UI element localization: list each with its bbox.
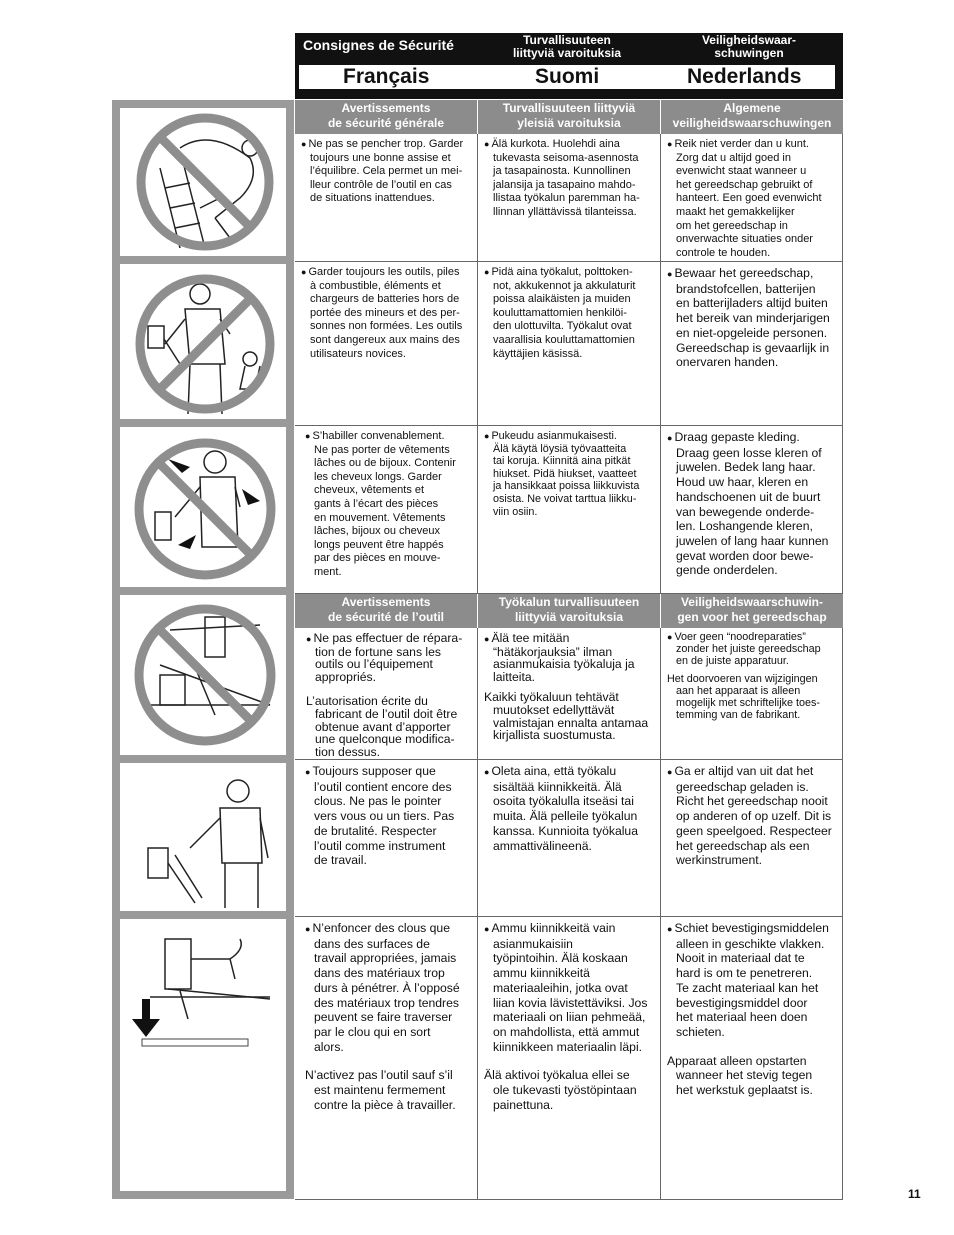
lang-dutch: Nederlands [687, 65, 802, 88]
prohibition-sign-icon [140, 279, 270, 409]
section-tool-fi: Työkalun turvallisuuteen liittyviä varoituksia [478, 594, 660, 628]
row4-fi: ● Älä tee mitään “hätäkorjauksia” ilman asianmukaisia työkaluja ja laitteita. Kaikki työkaluun tehtävät muutokset edellyttävät valmistajan ennalta antamaa kirjallista suostumusta. [478, 628, 661, 760]
row3-fr: ● S’habiller convenablement. Ne pas porter de vêtements lâches ou de bijoux. Contenir les cheveux longs. Garder cheveux, vêtements et gants à l’écart des pièces en mouvement. Vêtements lâches, bijoux ou cheveux longs peuvent être happés par des pièces en mouve- ment. [295, 426, 478, 594]
illustration-tool-handling [120, 763, 286, 911]
down-arrow-icon [132, 999, 160, 1037]
row1-fr: ● Ne pas se pencher trop. Garder toujours une bonne assise et l’équilibre. Cela permet un mei- lleur contrôle de l’outil en cas de situations inattendues. [295, 134, 478, 262]
lang-french: Français [343, 65, 430, 88]
row4-fr: ● Ne pas effectuer de répara- tion de fortune sans les outils ou l’équipement appropriés. L’autorisation écrite du fabricant de l’outil doit être obtenue avant d’apporter une quelconque modifica- tion dessus. [295, 628, 478, 760]
language-header [295, 33, 843, 99]
section-tool-fr: Avertissements de sécurité de l’outil [295, 594, 477, 628]
row1-fi: ● Älä kurkota. Huolehdi aina tukevasta seisoma-asennosta ja tasapainosta. Kunnollinen jalansija ja tasapaino mahdo- llistaa työkalun paremman ha- llinnan yllättävissä tilanteissa. [478, 134, 661, 262]
row2-nl: ● Bewaar het gereedschap, brandstofcellen, batterijen en batterijladers altijd buiten het bereik van minderjarigen en niet-opgeleide personen. Gereedschap is gevaarlijk in onervaren handen. [661, 262, 843, 426]
prohibition-sign-icon [139, 443, 271, 575]
row6-fi: ● Ammu kiinnikkeitä vain asianmukaisiin työpintoihin. Älä koskaan ammu kiinnikkeitä materiaaleihin, jotka ovat liian kovia lävistettäviksi. Jos materiaali on liian pehmeää, on mahdollista, että ammut kiinnikkeen materiaalin läpi. Älä aktivoi työkalua ellei se ole tukevasti työstöpintaan painettuna. [478, 917, 661, 1200]
section-general-fr: Avertissements de sécurité générale [295, 100, 477, 134]
row3-fi: ● Pukeudu asianmukaisesti. Älä käytä löysiä työvaatteita tai koruja. Kiinnitä aina pitkät hiukset. Pidä hiukset, vaatteet ja hansikkaat poissa liikkuvista osista. Ne voivat tarttua liikku- viin osiin. [478, 426, 661, 594]
illustration-children [120, 264, 286, 419]
row3-nl: ● Draag gepaste kleding. Draag geen losse kleren of juwelen. Bedek lang haar. Houd uw haar, kleren en handschoenen uit de buurt van bewegende onderde- len. Loshangende kleren, juwelen of lang haar kunnen gevat worden door bewe- gende onderdelen. [661, 426, 843, 594]
section-general-nl: Algemene veiligheidswaarschuwingen [661, 100, 843, 134]
row6-fr: ● N’enfoncer des clous que dans des surfaces de travail appropriées, jamais dans des matériaux trop durs à pénétrer. À l’opposé des matériaux trop tendres peuvent se faire traverser par le clou qui en sort alors. N’activez pas l’outil sauf s’il est maintenu fermement contre la pièce à travailler. [295, 917, 478, 1200]
nl-subtitle: Veiligheidswaar- schuwingen [701, 33, 797, 60]
row5-fr: ● Toujours supposer que l’outil contient encore des clous. Ne pas le pointer vers vous ou un tiers. Pas de brutalité. Respecter l’outil comme instrument de travail. [295, 760, 478, 917]
prohibition-sign-icon [141, 118, 269, 246]
illustration-clothing [120, 427, 286, 587]
row5-fi: ● Oleta aina, että työkalu sisältää kiinnikkeitä. Älä osoita työkalulla itseäsi tai muita. Älä pelleile työkalun kanssa. Kunnioita työkalua ammattivälineenä. [478, 760, 661, 917]
row6-nl: ● Schiet bevestigingsmiddelen alleen in geschikte vlakken. Nooit in materiaal dat te hard is om te penetreren. Te zacht materiaal kan het bevestigingsmiddel door het materiaal heen doen schieten. Apparaat alleen opstarten wanneer het stevig tegen het werkstuk geplaatst is. [661, 917, 843, 1200]
row2-fr: ● Garder toujours les outils, piles à combustible, éléments et chargeurs de batteries hors de portée des mineurs et des per- sonnes non formées. Les outils sont dangereux aux mains des utilisateurs novices. [295, 262, 478, 426]
fr-subtitle: Consignes de Sécurité [303, 37, 454, 53]
lang-finnish: Suomi [535, 65, 600, 88]
illustration-surfaces [120, 919, 286, 1191]
row1-nl: ● Reik niet verder dan u kunt. Zorg dat u altijd goed in evenwicht staat wanneer u het gereedschap gebruikt of hanteert. Een goed evenwicht maakt het gemakkelijker om het gereedschap in onverwachte situaties onder controle te houden. [661, 134, 843, 262]
illustration-repairs [120, 595, 286, 755]
illustration-strip [112, 100, 294, 1199]
row5-nl: ● Ga er altijd van uit dat het gereedschap geladen is. Richt het gereedschap nooit op anderen of op uzelf. Dit is geen speelgoed. Respecteer het gereedschap als een werkinstrument. [661, 760, 843, 917]
row4-nl: ● Voer geen “noodreparaties” zonder het juiste gereedschap en de juiste apparatuur. Het doorvoeren van wijzigingen aan het apparaat is alleen mogelijk met schriftelijke toes- temming van de fabrikant. [661, 628, 843, 760]
row2-fi: ● Pidä aina työkalut, polttoken- not, akkukennot ja akkulaturit poissa alaikäisten ja muiden kouluttamattomien henkilöi- den ulottuvilta. Työkalut ovat vaarallisia kouluttamattomien käyttäjien käsissä. [478, 262, 661, 426]
page-number: 11 [908, 1187, 921, 1201]
fi-subtitle: Turvallisuuteen liittyviä varoituksia [512, 33, 622, 60]
illustration-overreach [120, 108, 286, 256]
section-tool-nl: Veiligheidswaarschuwin- gen voor het gereedschap [661, 594, 843, 628]
section-general-fi: Turvallisuuteen liittyviä yleisiä varoituksia [478, 100, 660, 134]
